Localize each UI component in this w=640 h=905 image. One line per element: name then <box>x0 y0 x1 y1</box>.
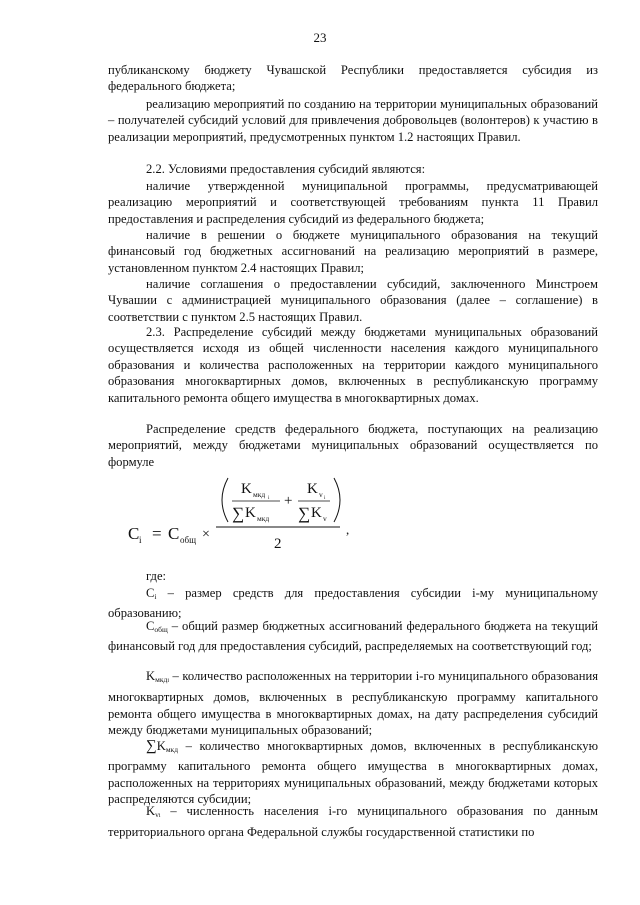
definition-ci-symbol: $C_i$ <box>146 586 157 601</box>
distribution-formula <box>108 472 598 572</box>
formula-k-v-i-sub: v <box>319 490 323 499</box>
formula-sum-2: ∑ <box>298 504 311 523</box>
formula-k-mkd-i-subsub: i <box>268 496 270 501</box>
definition-cobsh-symbol: $C_{общ}$ <box>146 619 168 634</box>
paragraph-volunteers: реализацию мероприятий по созданию на территории муниципальных образований – получателей субсидий условий для привлечения добровольцев (волонтеров) к участию в реализации мероприятий, предусмотренных пунктом 1.2 настоящих Правил. <box>108 97 598 144</box>
definition-ci <box>108 585 598 622</box>
formula-k-v: K <box>311 505 322 521</box>
paragraph-formula-intro: Распределение средств федерального бюджета, поступающих на реализацию мероприятий, между бюджетами муниципальных образований осуществляется по формуле <box>108 422 598 469</box>
definition-kmkdi <box>108 668 598 739</box>
formula-k-mkd-i-sub: мкд <box>253 490 266 499</box>
formula-ci-sub: i <box>139 535 142 545</box>
page-number: 23 <box>313 30 327 45</box>
formula-times: × <box>202 527 210 542</box>
formula-k-v-sub: v <box>323 514 327 523</box>
formula-k-mkd-i: K <box>241 481 252 497</box>
formula-k-mkd-sub: мкд <box>257 514 270 523</box>
formula-plus: + <box>284 493 293 509</box>
formula-k-v-i-subsub: i <box>324 496 326 501</box>
definition-kmkdi-text: – количество расположенных на территории i-го муниципального образования многоквартирных домов, включенных в республиканскую программу капитального ремонта общего имущества в многоквартирных домах, на дату распределения субсидий между бюджетами муниципальных образований; <box>108 669 598 738</box>
paragraph-distribution: 2.3. Распределение субсидий между бюджетами муниципальных образований осуществляется исходя из общей численности населения каждого муниципального образования и количества расположенных на территории каждого муниципального образования многоквартирных домов, включенных в республиканскую программу капитального ремонта общего имущества в многоквартирных домах. <box>108 325 598 405</box>
formula-sum-1: ∑ <box>232 504 245 523</box>
formula-k-mkd: K <box>245 505 256 521</box>
definition-sumkmkd-text: – количество многоквартирных домов, включенных в республиканскую программу капитального ремонта общего имущества в многоквартирных домах, расположенных на территориях муниципальных образований, между бюджетами которых распределяются субсидии; <box>108 739 598 807</box>
paragraph-continuation: публиканскому бюджету Чувашской Республики предоставляется субсидия из федерального бюджета; <box>108 63 598 94</box>
definition-kvi-text: – численность населения i-го муниципального образования по данным территориального органа Федеральной службы государственной статистики по <box>108 804 599 840</box>
paragraph-condition-agreement: наличие соглашения о предоставлении субсидий, заключенного Минстроем Чувашии с администрацией муниципального образования (далее – соглашение) в соответствии с пунктом 2.5 настоящих Правил. <box>108 277 598 324</box>
where-label: где: <box>146 569 167 583</box>
definition-sumkmkd-symbol: $\sum K_{мкд}$ <box>146 738 179 754</box>
formula-comma: , <box>346 522 350 537</box>
definition-kmkdi-symbol: $K_{мкдi}$ <box>146 669 169 684</box>
definition-kvi <box>108 803 598 841</box>
paragraph-condition-program: наличие утвержденной муниципальной программы, предусматривающей реализацию мероприятий и соответствующей требованиям пункта 11 Правил предоставления и распределения субсидий из федерального бюджета; <box>108 179 598 226</box>
formula-left-paren <box>222 478 228 522</box>
formula-ci: C <box>128 524 140 543</box>
formula-cobsh-sub: общ <box>180 535 197 545</box>
definition-ci-text: – размер средств для предоставления субсидии i-му муниципальному образованию; <box>108 586 598 621</box>
formula-denominator: 2 <box>274 536 282 552</box>
formula-k-v-i: K <box>307 481 318 497</box>
definition-cobsh <box>108 618 598 655</box>
formula-equals: = <box>152 524 162 543</box>
formula-cobsh: C <box>168 524 180 543</box>
definition-sumkmkd <box>108 738 598 808</box>
definition-cobsh-text: – общий размер бюджетных ассигнований федерального бюджета на текущий финансовый год для предоставления субсидий, распределяемых на соответствующий год; <box>108 619 598 654</box>
paragraph-conditions-heading: 2.2. Условиями предоставления субсидий являются: <box>146 162 426 176</box>
definition-kvi-symbol: $K_{vi}$ <box>146 804 161 819</box>
formula-svg <box>108 472 598 572</box>
paragraph-condition-budget: наличие в решении о бюджете муниципального образования на текущий финансовый год бюджетных ассигнований на реализацию мероприятий в размере, установленном пунктом 2.4 настоящих Правил; <box>108 228 598 275</box>
formula-right-paren <box>334 478 340 522</box>
